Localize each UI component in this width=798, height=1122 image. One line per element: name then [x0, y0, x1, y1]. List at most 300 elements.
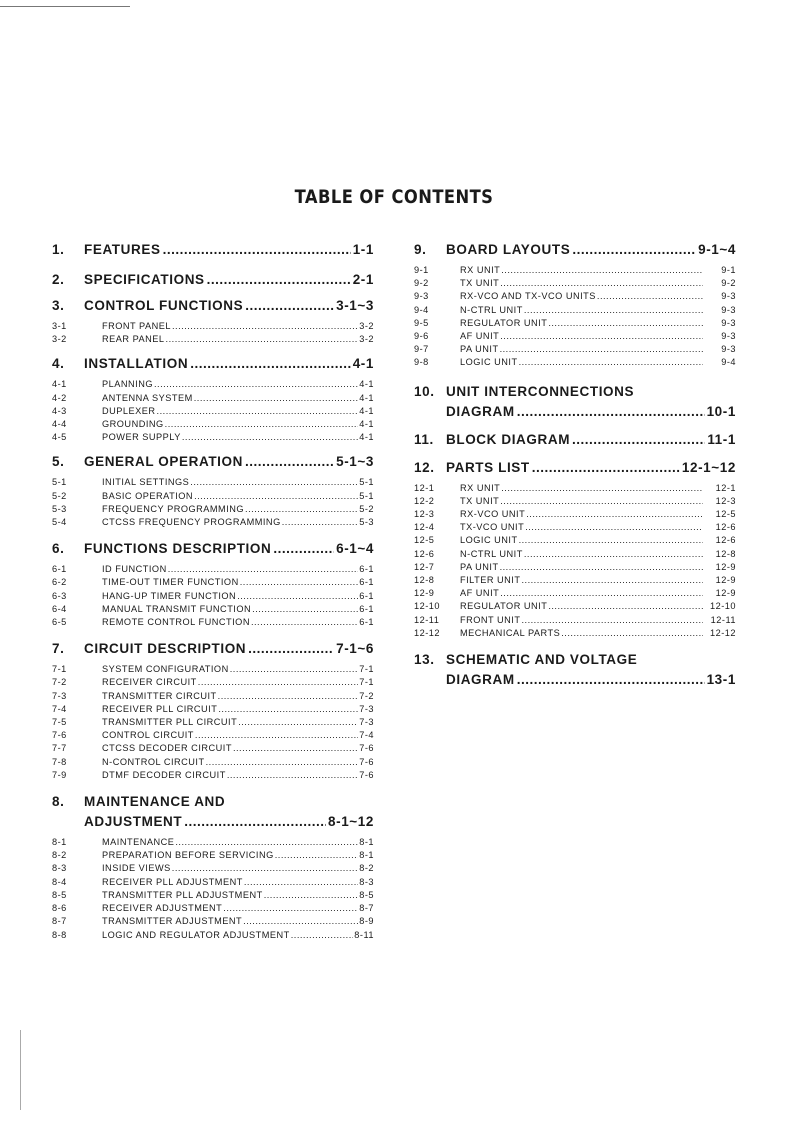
dot-leader [572, 240, 696, 260]
subsection-page: 12-5 [715, 509, 736, 520]
section-title-cont: DIAGRAM [446, 672, 515, 688]
subsection-entry[interactable] [52, 490, 374, 503]
subsection-title: MAINTENANCE [102, 837, 175, 848]
subsection-title: INSIDE VIEWS [102, 863, 171, 874]
subsection-title: PA UNIT [460, 561, 499, 572]
subsection-number: 9-7 [414, 344, 429, 355]
subsection-page: 4-1 [359, 419, 374, 430]
section-number: 3. [52, 298, 65, 313]
subsection-page: 9-3 [721, 304, 736, 315]
subsection-page: 7-6 [359, 743, 374, 754]
subsection-number: 5-1 [52, 477, 67, 488]
subsection-page: 7-4 [359, 730, 374, 741]
subsection-entry[interactable] [414, 614, 736, 627]
subsection-number: 12-4 [414, 522, 435, 533]
dot-leader [194, 392, 358, 405]
dot-leader [275, 849, 358, 862]
subsection-entry[interactable] [414, 317, 736, 330]
section-heading[interactable] [52, 812, 374, 832]
toc-section [414, 382, 736, 422]
subsection-page: 6-1 [359, 590, 374, 601]
subsection-title: INITIAL SETTINGS [102, 477, 190, 488]
section-number: 8. [52, 794, 65, 810]
subsection-number: 7-8 [52, 756, 67, 767]
dot-leader [517, 402, 705, 422]
subsection-entry[interactable] [52, 756, 374, 769]
subsection-number: 8-4 [52, 876, 67, 887]
section-page: 5-1~3 [336, 454, 374, 470]
subsection-number: 9-1 [414, 265, 429, 275]
section-page: 8-1~12 [327, 814, 374, 830]
subsection-title: FRONT UNIT [460, 614, 521, 625]
toc-section [52, 240, 374, 260]
subsection-title: TRANSMITTER PLL ADJUSTMENT [102, 889, 263, 900]
subsection-title: CTCSS DECODER CIRCUIT [102, 743, 232, 754]
toc-section [414, 458, 736, 640]
subsection-page: 12-3 [715, 495, 736, 506]
subsection-page: 7-6 [359, 756, 374, 767]
subsection-number: 7-1 [52, 664, 67, 675]
dot-leader [500, 561, 703, 574]
subsection-title: CTCSS FREQUENCY PROGRAMMING [102, 517, 281, 528]
subsection-page: 8-1 [359, 837, 374, 848]
dot-leader [500, 495, 703, 508]
subsection-entry[interactable] [52, 716, 374, 729]
section-page: 10-1 [706, 403, 736, 419]
subsection-entry[interactable] [414, 574, 736, 587]
subsection-page: 4-1 [359, 405, 374, 416]
subsection-entry[interactable] [52, 729, 374, 742]
dot-leader [245, 452, 334, 472]
section-heading[interactable] [52, 270, 374, 290]
subsection-number: 8-6 [52, 903, 67, 914]
subsection-entry[interactable] [52, 476, 374, 489]
subsection-entry[interactable] [52, 690, 374, 703]
dot-leader [194, 490, 358, 503]
subsection-title: POWER SUPPLY [102, 432, 181, 443]
dot-leader [548, 600, 703, 613]
section-heading[interactable] [52, 240, 374, 260]
section-page: 13-1 [706, 672, 736, 688]
toc-section [52, 354, 374, 444]
subsection-title: RECEIVER PLL CIRCUIT [102, 703, 218, 714]
subsection-page: 12-11 [710, 614, 736, 625]
subsection-title: LOGIC AND REGULATOR ADJUSTMENT [102, 929, 290, 940]
subsection-entry[interactable] [414, 534, 736, 547]
subsection-page: 9-2 [721, 278, 736, 289]
dot-leader [500, 587, 703, 600]
section-title: BLOCK DIAGRAM [446, 431, 571, 447]
toc-section [52, 792, 374, 942]
subsection-title: TRANSMITTER PLL CIRCUIT [102, 717, 238, 728]
subsection-entry[interactable] [52, 590, 374, 603]
subsection-number: 9-2 [414, 278, 429, 289]
section-title: MAINTENANCE AND [84, 794, 226, 810]
subsection-entry[interactable] [52, 862, 374, 875]
dot-leader [525, 521, 703, 534]
subsection-number: 4-2 [52, 392, 67, 403]
subsection-page: 7-6 [359, 769, 374, 780]
subsection-page: 7-2 [359, 690, 374, 701]
toc-section [52, 539, 374, 629]
subsection-page: 9-3 [721, 317, 736, 328]
subsection-number: 5-4 [52, 517, 67, 528]
dot-leader [519, 534, 703, 547]
subsection-title: AF UNIT [460, 331, 500, 342]
section-title-cont: DIAGRAM [446, 403, 515, 419]
subsection-entry[interactable] [414, 290, 736, 303]
subsection-number: 12-11 [414, 614, 440, 625]
dot-leader [168, 563, 359, 576]
subsection-number: 12-2 [414, 495, 435, 506]
dot-leader [190, 476, 358, 489]
dot-leader [218, 690, 359, 703]
dot-leader [521, 614, 703, 627]
section-number: 10. [414, 383, 435, 399]
subsection-page: 5-1 [359, 490, 374, 501]
subsection-entry[interactable] [52, 576, 374, 589]
subsection-entry[interactable] [52, 392, 374, 405]
subsection-title: N-CONTROL CIRCUIT [102, 756, 205, 767]
subsection-number: 7-5 [52, 717, 67, 728]
subsection-title: RX UNIT [460, 265, 501, 275]
subsection-number: 8-3 [52, 863, 67, 874]
section-heading[interactable] [414, 670, 736, 690]
subsection-entry[interactable] [414, 508, 736, 521]
subsection-page: 12-8 [715, 548, 736, 559]
subsection-list [52, 378, 374, 444]
section-number: 4. [52, 356, 65, 372]
section-heading[interactable] [414, 402, 736, 422]
subsection-page: 12-9 [715, 561, 736, 572]
section-heading-line [414, 382, 736, 402]
subsection-number: 5-3 [52, 503, 67, 514]
dot-leader [227, 769, 358, 782]
dot-leader [524, 304, 703, 317]
subsection-number: 9-8 [414, 357, 429, 368]
subsection-entry[interactable] [414, 548, 736, 561]
subsection-title: ANTENNA SYSTEM [102, 392, 193, 403]
subsection-page: 9-3 [721, 291, 736, 302]
subsection-entry[interactable] [52, 603, 374, 616]
subsection-page: 7-1 [359, 677, 374, 688]
toc-section [52, 270, 374, 290]
subsection-page: 9-1 [721, 265, 736, 275]
subsection-entry[interactable] [52, 849, 374, 862]
subsection-title: TX-VCO UNIT [460, 522, 525, 533]
dot-leader [273, 539, 334, 559]
subsection-title: RECEIVER ADJUSTMENT [102, 903, 223, 914]
subsection-list [52, 476, 374, 529]
dot-leader [597, 290, 703, 303]
toc-right-column [414, 232, 736, 696]
dot-leader [519, 356, 703, 369]
subsection-entry[interactable] [52, 320, 374, 333]
subsection-number: 7-9 [52, 769, 67, 780]
subsection-number: 9-6 [414, 331, 429, 342]
subsection-page: 12-12 [710, 627, 736, 638]
section-heading-line [52, 792, 374, 812]
subsection-entry[interactable] [52, 378, 374, 391]
subsection-page: 7-1 [359, 664, 374, 675]
subsection-number: 12-10 [414, 601, 440, 612]
subsection-title: RECEIVER PLL ADJUSTMENT [102, 876, 243, 887]
section-title: FUNCTIONS DESCRIPTION [84, 541, 272, 557]
subsection-page: 8-2 [359, 863, 374, 874]
section-title-cont: ADJUSTMENT [84, 814, 183, 830]
subsection-title: RX-VCO UNIT [460, 509, 526, 520]
subsection-list [52, 663, 374, 782]
subsection-title: RECEIVER CIRCUIT [102, 677, 197, 688]
subsection-title: TX UNIT [460, 278, 500, 289]
dot-leader [237, 590, 358, 603]
subsection-entry[interactable] [414, 343, 736, 356]
dot-leader [206, 756, 359, 769]
section-page: 4-1 [352, 356, 374, 372]
dot-leader [240, 576, 359, 589]
subsection-title: REAR PANEL [102, 334, 165, 345]
subsection-entry[interactable] [52, 889, 374, 902]
section-page: 3-1~3 [336, 298, 374, 313]
section-title: CIRCUIT DESCRIPTION [84, 641, 247, 657]
subsection-title: HANG-UP TIMER FUNCTION [102, 590, 237, 601]
subsection-number: 12-12 [414, 627, 440, 638]
section-heading-line [414, 650, 736, 670]
dot-leader [524, 548, 703, 561]
subsection-page: 3-2 [359, 334, 374, 345]
subsection-entry[interactable] [414, 600, 736, 613]
subsection-number: 6-1 [52, 564, 67, 575]
subsection-title: FILTER UNIT [460, 575, 521, 586]
subsection-entry[interactable] [414, 330, 736, 343]
toc-section [52, 639, 374, 782]
subsection-entry[interactable] [52, 929, 374, 942]
subsection-number: 7-2 [52, 677, 67, 688]
subsection-entry[interactable] [414, 521, 736, 534]
subsection-entry[interactable] [52, 616, 374, 629]
toc-section [52, 452, 374, 529]
section-title: BOARD LAYOUTS [446, 242, 571, 257]
dot-leader [245, 296, 334, 316]
section-number: 2. [52, 272, 65, 287]
subsection-title: FREQUENCY PROGRAMMING [102, 503, 245, 514]
dot-leader [238, 716, 358, 729]
subsection-number: 6-4 [52, 603, 67, 614]
subsection-entry[interactable] [414, 561, 736, 574]
dot-leader [175, 836, 358, 849]
subsection-page: 9-3 [721, 331, 736, 342]
dot-leader [501, 482, 703, 495]
subsection-entry[interactable] [52, 663, 374, 676]
subsection-number: 4-1 [52, 379, 67, 390]
dot-leader [500, 330, 703, 343]
dot-leader [532, 458, 680, 478]
section-heading[interactable] [52, 452, 374, 472]
dot-leader [251, 616, 358, 629]
dot-leader [282, 516, 359, 529]
subsection-entry[interactable] [52, 333, 374, 346]
subsection-page: 3-2 [359, 321, 374, 331]
subsection-list [52, 563, 374, 629]
subsection-entry[interactable] [52, 418, 374, 431]
subsection-title: TRANSMITTER ADJUSTMENT [102, 916, 243, 927]
dot-leader [561, 627, 703, 640]
section-heading[interactable] [52, 639, 374, 659]
subsection-title: MANUAL TRANSMIT FUNCTION [102, 603, 252, 614]
subsection-entry[interactable] [414, 264, 736, 277]
subsection-number: 8-5 [52, 889, 67, 900]
dot-leader [244, 876, 358, 889]
dot-leader [190, 354, 351, 374]
dot-leader [195, 729, 358, 742]
subsection-number: 7-4 [52, 703, 67, 714]
toc-section [414, 430, 736, 450]
subsection-page: 12-6 [715, 535, 736, 546]
subsection-number: 6-3 [52, 590, 67, 601]
subsection-entry[interactable] [52, 902, 374, 915]
section-title: CONTROL FUNCTIONS [84, 298, 244, 313]
subsection-number: 9-3 [414, 291, 429, 302]
section-title: FEATURES [84, 242, 161, 257]
section-page: 6-1~4 [336, 541, 374, 557]
subsection-entry[interactable] [52, 915, 374, 928]
dot-leader [243, 915, 358, 928]
subsection-number: 4-3 [52, 405, 67, 416]
subsection-title: TX UNIT [460, 495, 500, 506]
subsection-list [414, 264, 736, 370]
section-heading[interactable] [414, 430, 736, 450]
subsection-page: 12-6 [715, 522, 736, 533]
subsection-number: 12-8 [414, 575, 435, 586]
section-title: PARTS LIST [446, 459, 530, 475]
dot-leader [166, 333, 359, 346]
subsection-number: 8-8 [52, 929, 67, 940]
subsection-title: LOGIC UNIT [460, 357, 518, 368]
subsection-list [52, 836, 374, 942]
dot-leader [154, 378, 358, 391]
section-title: SPECIFICATIONS [84, 272, 205, 287]
subsection-entry[interactable] [414, 304, 736, 317]
subsection-number: 9-4 [414, 304, 429, 315]
subsection-page: 8-7 [359, 903, 374, 914]
subsection-page: 12-9 [715, 588, 736, 599]
subsection-page: 12-10 [710, 601, 736, 612]
dot-leader [157, 405, 359, 418]
subsection-number: 8-1 [52, 837, 67, 848]
toc-section [414, 240, 736, 370]
dot-leader [182, 431, 358, 444]
dot-leader [248, 639, 334, 659]
subsection-entry[interactable] [414, 356, 736, 369]
dot-leader [500, 343, 703, 356]
subsection-entry[interactable] [52, 563, 374, 576]
dot-leader [233, 742, 358, 755]
section-heading[interactable] [52, 296, 374, 316]
subsection-entry[interactable] [52, 836, 374, 849]
subsection-entry[interactable] [52, 876, 374, 889]
subsection-page: 9-3 [721, 344, 736, 355]
subsection-title: N-CTRL UNIT [460, 548, 523, 559]
subsection-entry[interactable] [52, 405, 374, 418]
subsection-title: TRANSMITTER CIRCUIT [102, 690, 217, 701]
dot-leader [172, 862, 358, 875]
subsection-entry[interactable] [414, 627, 736, 640]
dot-leader [572, 430, 705, 450]
subsection-number: 12-6 [414, 548, 435, 559]
subsection-entry[interactable] [52, 516, 374, 529]
toc-section [414, 650, 736, 690]
subsection-number: 8-2 [52, 850, 67, 861]
subsection-number: 6-2 [52, 577, 67, 588]
subsection-entry[interactable] [414, 587, 736, 600]
page-title: TABLE OF CONTENTS [294, 186, 494, 208]
subsection-page: 6-1 [359, 577, 374, 588]
section-number: 1. [52, 242, 65, 257]
subsection-title: REGULATOR UNIT [460, 601, 548, 612]
section-page: 12-1~12 [681, 459, 736, 475]
subsection-title: PA UNIT [460, 344, 499, 355]
subsection-title: TIME-OUT TIMER FUNCTION [102, 577, 239, 588]
subsection-page: 4-1 [359, 392, 374, 403]
section-heading[interactable] [52, 539, 374, 559]
subsection-page: 6-1 [359, 617, 374, 628]
subsection-number: 12-1 [414, 482, 435, 493]
subsection-number: 9-5 [414, 317, 429, 328]
subsection-title: FRONT PANEL [102, 321, 171, 331]
subsection-title: AF UNIT [460, 588, 500, 599]
subsection-number: 12-3 [414, 509, 435, 520]
subsection-entry[interactable] [52, 703, 374, 716]
section-title: GENERAL OPERATION [84, 454, 243, 470]
subsection-entry[interactable] [414, 482, 736, 495]
subsection-page: 5-2 [359, 503, 374, 514]
subsection-title: ID FUNCTION [102, 564, 167, 575]
subsection-page: 8-3 [359, 876, 374, 887]
section-heading[interactable] [52, 354, 374, 374]
subsection-entry[interactable] [52, 769, 374, 782]
section-number: 6. [52, 541, 65, 557]
subsection-title: SYSTEM CONFIGURATION [102, 664, 229, 675]
subsection-number: 5-2 [52, 490, 67, 501]
dot-leader [264, 889, 359, 902]
subsection-page: 4-1 [359, 432, 374, 443]
section-title: SCHEMATIC AND VOLTAGE [446, 652, 638, 668]
subsection-title: DTMF DECODER CIRCUIT [102, 769, 226, 780]
subsection-entry[interactable] [414, 277, 736, 290]
section-heading[interactable] [414, 240, 736, 260]
subsection-page: 12-1 [715, 482, 736, 493]
subsection-page: 8-1 [359, 850, 374, 861]
dot-leader [207, 270, 351, 290]
section-number: 9. [414, 242, 427, 257]
subsection-entry[interactable] [52, 503, 374, 516]
subsection-page: 6-1 [359, 564, 374, 575]
subsection-page: 8-11 [354, 929, 374, 940]
section-heading[interactable] [414, 458, 736, 478]
subsection-title: RX-VCO AND TX-VCO UNITS [460, 291, 596, 302]
subsection-entry[interactable] [414, 495, 736, 508]
subsection-title: REMOTE CONTROL FUNCTION [102, 617, 250, 628]
subsection-number: 7-3 [52, 690, 67, 701]
subsection-entry[interactable] [52, 676, 374, 689]
subsection-entry[interactable] [52, 742, 374, 755]
toc-section [52, 296, 374, 346]
subsection-number: 7-6 [52, 730, 67, 741]
subsection-number: 3-1 [52, 321, 67, 331]
dot-leader [291, 929, 354, 942]
subsection-entry[interactable] [52, 431, 374, 444]
dot-leader [517, 670, 705, 690]
